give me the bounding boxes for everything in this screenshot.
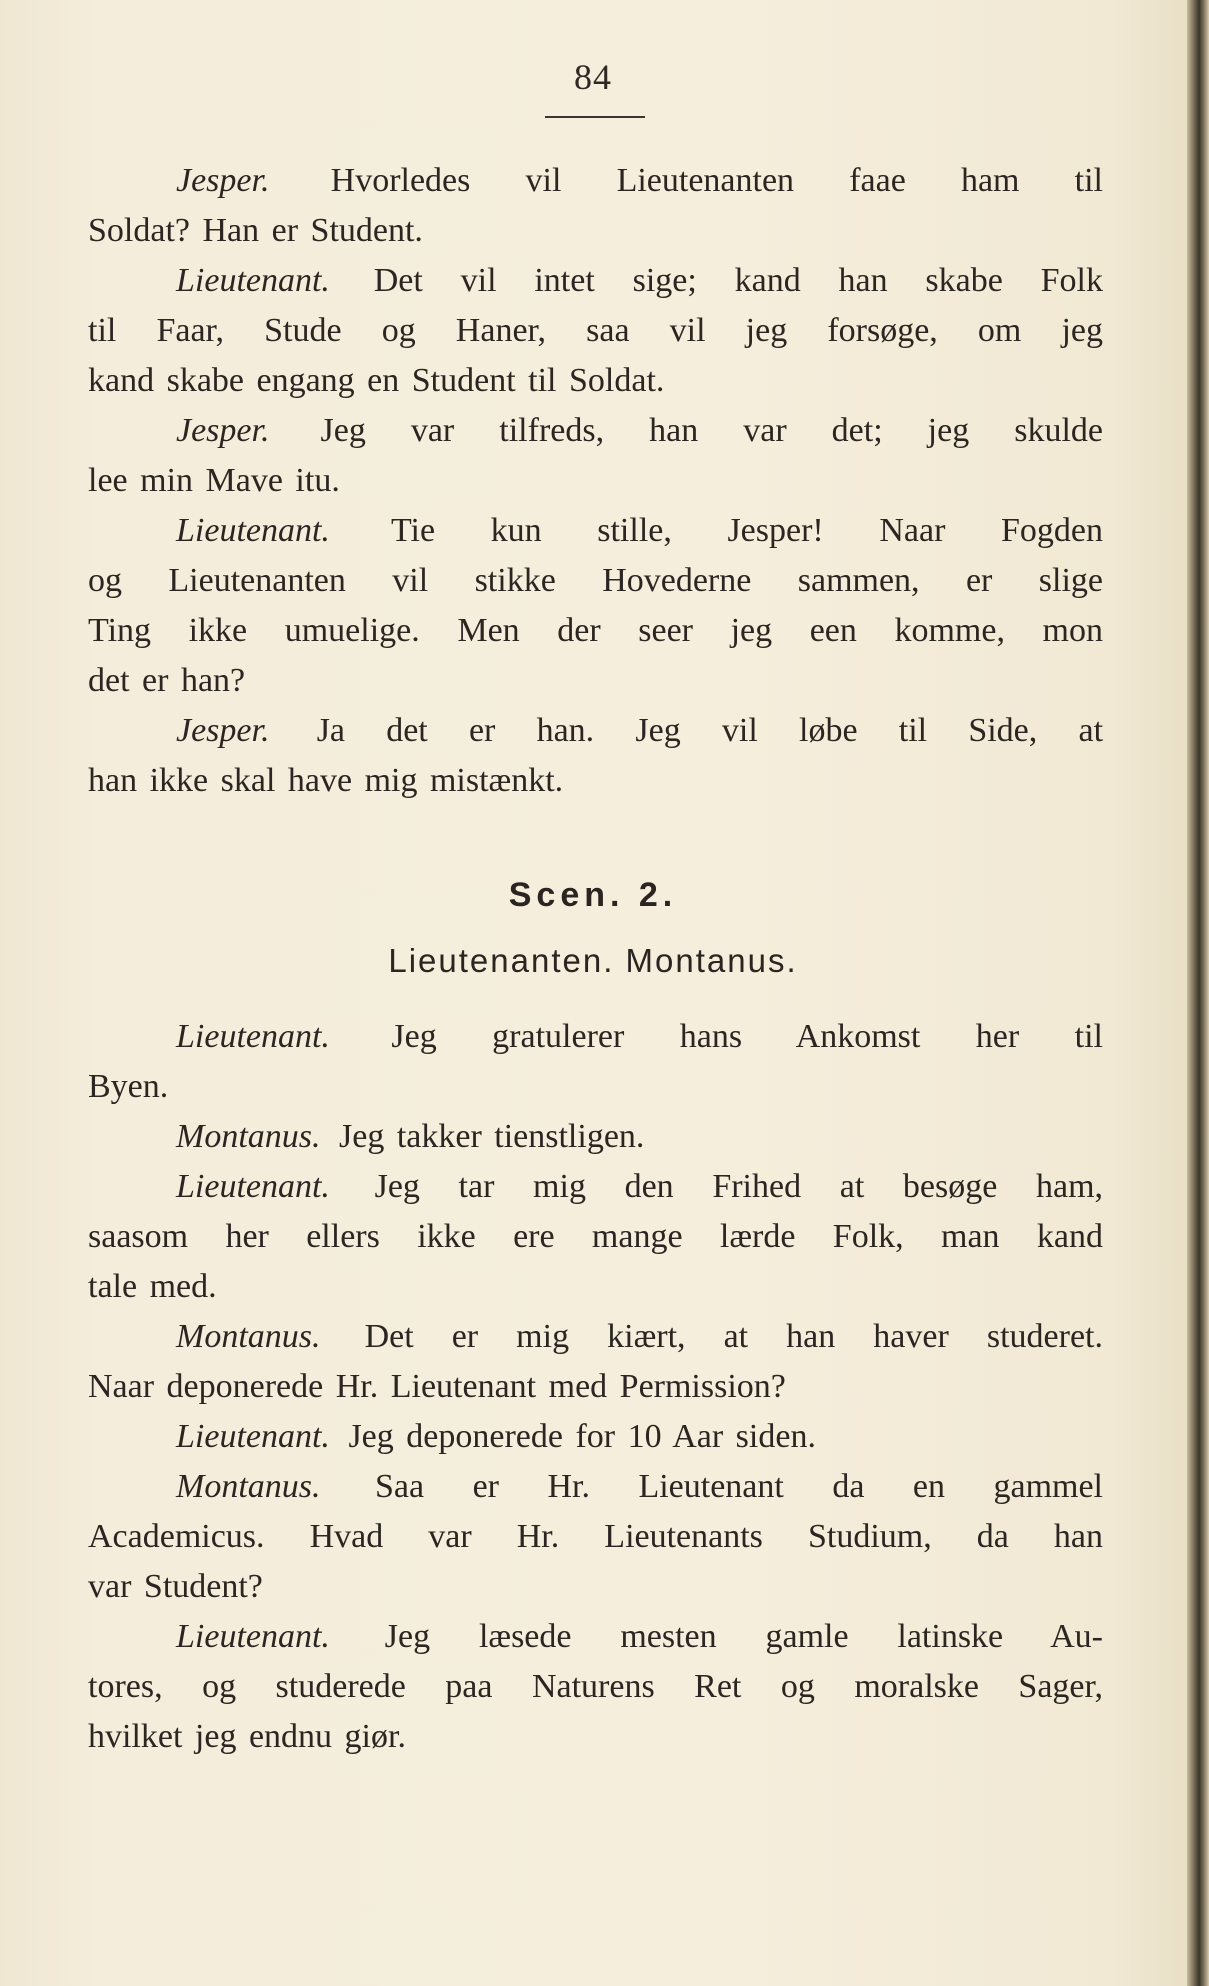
speaker-line bbox=[88, 1612, 1103, 1662]
dialogue-text: det er han? bbox=[88, 662, 246, 699]
speaker-name: Lieutenant. bbox=[176, 512, 330, 549]
dialogue-text: Academicus. Hvad var Hr. Lieutenants Studium, da han bbox=[88, 1518, 1103, 1555]
dialogue-text: tores, og studerede paa Naturens Ret og moralske Sager, bbox=[88, 1668, 1103, 1705]
dialogue-text: Ja det er han. Jeg vil løbe til Side, at bbox=[316, 712, 1104, 749]
dialogue-text: var Student? bbox=[88, 1568, 263, 1605]
dialogue-text: tale med. bbox=[88, 1268, 217, 1305]
continuation-line bbox=[88, 456, 1103, 506]
dialogue-text: kand skabe engang en Student til Soldat. bbox=[88, 362, 665, 399]
dialogue-text: Det vil intet sige; kand han skabe Folk bbox=[373, 262, 1104, 299]
speaker-name: Lieutenant. bbox=[176, 1168, 330, 1205]
dialogue-text: Jeg var tilfreds, han var det; jeg skulde bbox=[320, 412, 1103, 449]
scene-characters: Lieutenanten. Montanus. bbox=[388, 942, 798, 979]
continuation-line bbox=[88, 656, 1103, 706]
continuation-line bbox=[88, 556, 1103, 606]
dialogue-text: Jeg tar mig den Frihed at besøge ham, bbox=[374, 1168, 1104, 1205]
dialogue-text: og Lieutenanten vil stikke Hovederne sammen, er slige bbox=[88, 562, 1103, 599]
dialogue-text: lee min Mave itu. bbox=[88, 462, 340, 499]
dialogue-text: Saa er Hr. Lieutenant da en gammel bbox=[375, 1468, 1104, 1505]
dialogue-text: til Faar, Stude og Haner, saa vil jeg forsøge, om jeg bbox=[88, 312, 1103, 349]
dialogue-block-1 bbox=[88, 156, 1103, 806]
speaker-line bbox=[88, 1012, 1103, 1062]
dialogue-text: hvilket jeg endnu giør. bbox=[88, 1718, 406, 1755]
speaker-name: Montanus. bbox=[176, 1318, 321, 1355]
speaker-name: Lieutenant. bbox=[176, 262, 330, 299]
continuation-line bbox=[88, 1212, 1103, 1262]
dialogue-text: Det er mig kiært, at han haver studeret. bbox=[364, 1318, 1103, 1355]
speaker-line bbox=[88, 1312, 1103, 1362]
dialogue-text: Hvorledes vil Lieutenanten faae ham til bbox=[330, 162, 1104, 199]
dialogue-text: Naar deponerede Hr. Lieutenant med Permission? bbox=[88, 1368, 786, 1405]
continuation-line bbox=[88, 756, 1103, 806]
speaker-name: Lieutenant. bbox=[176, 1018, 330, 1055]
speaker-line bbox=[88, 406, 1103, 456]
speaker-name: Jesper. bbox=[176, 162, 270, 199]
page-number-rule bbox=[545, 116, 645, 118]
speaker-line bbox=[88, 256, 1103, 306]
speaker-line bbox=[88, 1462, 1103, 1512]
speaker-line bbox=[88, 506, 1103, 556]
dialogue-text: Byen. bbox=[88, 1068, 169, 1105]
continuation-line bbox=[88, 306, 1103, 356]
speaker-line bbox=[88, 156, 1103, 206]
dialogue-text: Jeg takker tienstligen. bbox=[339, 1118, 645, 1155]
continuation-line bbox=[88, 1512, 1103, 1562]
continuation-line bbox=[88, 1362, 1103, 1412]
speaker-line bbox=[88, 1162, 1103, 1212]
speaker-name: Jesper. bbox=[176, 412, 270, 449]
dialogue-text: Jeg deponerede for 10 Aar siden. bbox=[348, 1418, 816, 1455]
continuation-line bbox=[88, 206, 1103, 256]
speaker-name: Lieutenant. bbox=[176, 1618, 330, 1655]
dialogue-text: Tie kun stille, Jesper! Naar Fogden bbox=[390, 512, 1103, 549]
dialogue-text: Ting ikke umuelige. Men der seer jeg een komme, mon bbox=[88, 612, 1103, 649]
dialogue-text: han ikke skal have mig mistænkt. bbox=[88, 762, 564, 799]
speaker-line bbox=[88, 706, 1103, 756]
continuation-line bbox=[88, 606, 1103, 656]
dialogue-text: Jeg gratulerer hans Ankomst her til bbox=[391, 1018, 1103, 1055]
scene-heading: Scen. 2. bbox=[508, 876, 678, 914]
speaker-line bbox=[88, 1412, 1103, 1462]
continuation-line bbox=[88, 1062, 1103, 1112]
speaker-name: Jesper. bbox=[176, 712, 270, 749]
dialogue-text: Jeg læsede mesten gamle latinske Au- bbox=[384, 1618, 1103, 1655]
speaker-line bbox=[88, 1112, 1103, 1162]
dialogue-text: Soldat? Han er Student. bbox=[88, 212, 423, 249]
continuation-line bbox=[88, 1712, 1103, 1762]
speaker-name: Lieutenant. bbox=[176, 1418, 330, 1455]
page-number: 84 bbox=[574, 57, 612, 97]
continuation-line bbox=[88, 1662, 1103, 1712]
continuation-line bbox=[88, 1562, 1103, 1612]
speaker-name: Montanus. bbox=[176, 1468, 321, 1505]
book-binding-edge bbox=[1187, 0, 1209, 1986]
continuation-line bbox=[88, 356, 1103, 406]
continuation-line bbox=[88, 1262, 1103, 1312]
dialogue-text: saasom her ellers ikke ere mange lærde Folk, man kand bbox=[88, 1218, 1103, 1255]
speaker-name: Montanus. bbox=[176, 1118, 321, 1155]
dialogue-block-2 bbox=[88, 1012, 1103, 1762]
